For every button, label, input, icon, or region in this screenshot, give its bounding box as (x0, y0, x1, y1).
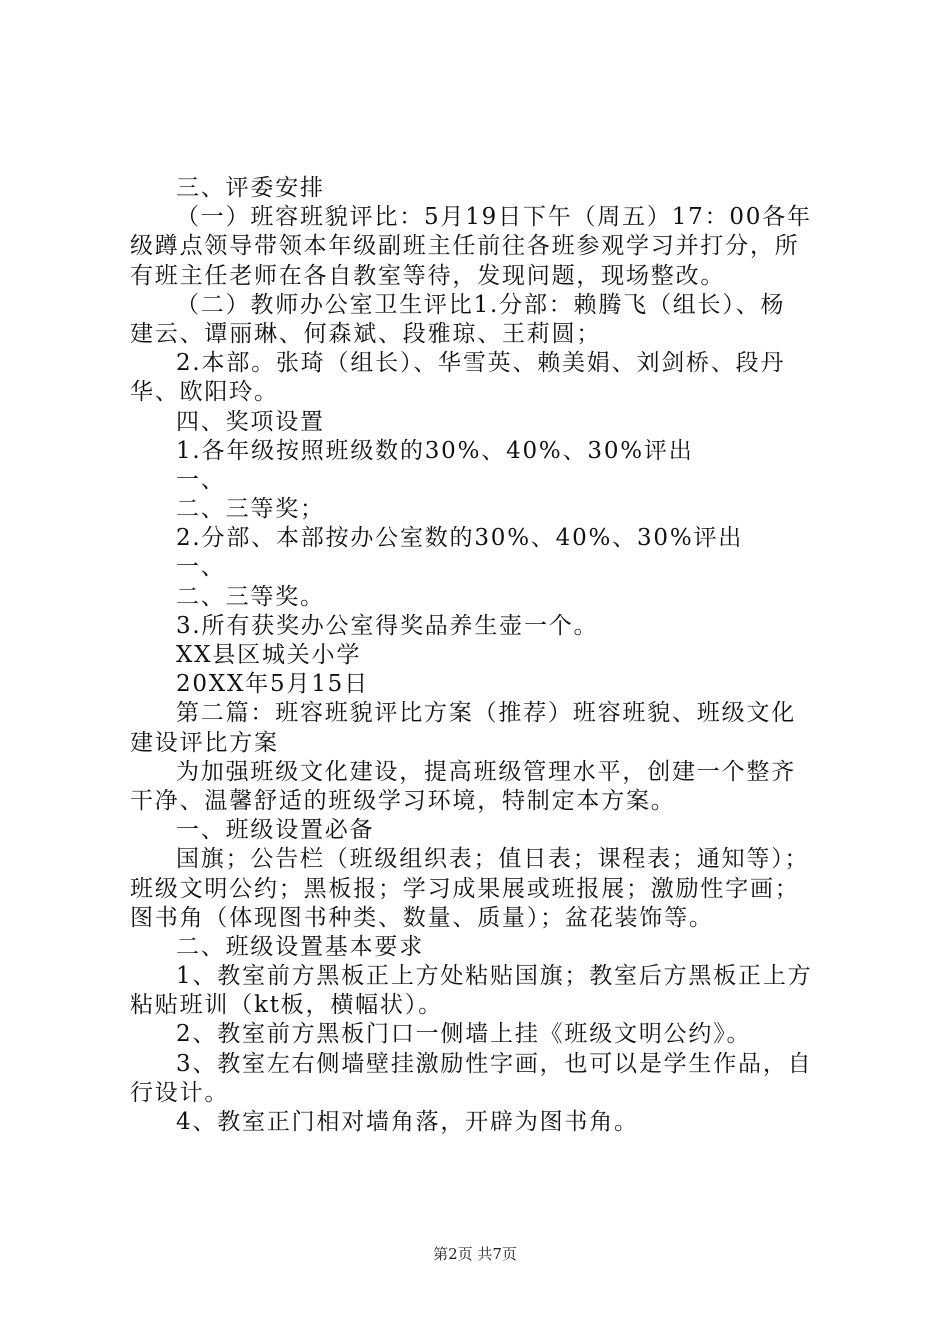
text-line: 1.各年级按照班级数的30%、40%、30%评出 (176, 437, 694, 464)
text-line: XX县区城关小学 (176, 642, 362, 668)
text-line: 一、 (176, 554, 226, 581)
text-line: 图书角（体现图书种类、数量、质量）；盆花装饰等。 (130, 904, 714, 931)
text-line: 二、三等奖。 (176, 583, 325, 610)
text-line: 3、教室左右侧墙壁挂激励性字画，也可以是学生作品，自 (176, 1050, 813, 1077)
text-line: 班级文明公约；黑板报；学习成果展或班报展；激励性字画； (130, 875, 800, 902)
text-line: 1、教室前方黑板正上方处粘贴国旗；教室后方黑板正上方 (176, 963, 813, 990)
text-line: 有班主任老师在各自教室等待，发现问题，现场整改。 (130, 262, 726, 289)
text-line: 二、班级设置基本要求 (176, 933, 424, 960)
text-line: 干净、温馨舒适的班级学习环境，特制定本方案。 (130, 787, 676, 814)
page-footer: 第2页 共7页 (433, 1245, 517, 1263)
text-line: 2.分部、本部按办公室数的30%、40%、30%评出 (176, 525, 744, 552)
text-line: 第二篇：班容班貌评比方案（推荐）班容班貌、班级文化 (176, 700, 796, 727)
text-line: 4、教室正门相对墙角落，开辟为图书角。 (176, 1109, 639, 1135)
text-line: 一、班级设置必备 (176, 817, 375, 844)
text-line: 3.所有获奖办公室得奖品养生壶一个。 (176, 612, 599, 639)
text-line: 二、三等奖； (176, 496, 325, 523)
text-line: 三、评委安排 (176, 175, 325, 201)
text-line: （一）班容班貌评比：5月19日下午（周五）17：00各年 (176, 204, 812, 231)
text-line: 为加强班级文化建设，提高班级管理水平，创建一个整齐 (176, 758, 796, 785)
text-line: 一、 (176, 466, 226, 493)
text-line: 四、奖项设置 (176, 408, 325, 435)
text-line: 国旗；公告栏（班级组织表；值日表；课程表；通知等）； (176, 846, 810, 873)
text-line: 华、欧阳玲。 (130, 379, 279, 406)
document-body (130, 174, 830, 1137)
text-line: 建云、谭丽琳、何森斌、段雅琼、王莉圆； (130, 320, 602, 347)
text-line: 2.本部。张琦（组长）、华雪英、赖美娟、刘剑桥、段丹 (176, 350, 786, 377)
text-line: （二）教师办公室卫生评比1.分部：赖腾飞（组长）、杨 (176, 291, 786, 318)
text-line: 粘贴班训（kt板，横幅状）。 (130, 992, 443, 1019)
text-line: 2、教室前方黑板门口一侧墙上挂《班级文明公约》。 (176, 1021, 752, 1048)
text-line: 行设计。 (130, 1079, 230, 1106)
text-line: 级蹲点领导带领本年级副班主任前往各班参观学习并打分，所 (130, 233, 800, 260)
text-line: 建设评比方案 (130, 729, 279, 756)
text-line: 20XX年5月15日 (176, 671, 369, 698)
